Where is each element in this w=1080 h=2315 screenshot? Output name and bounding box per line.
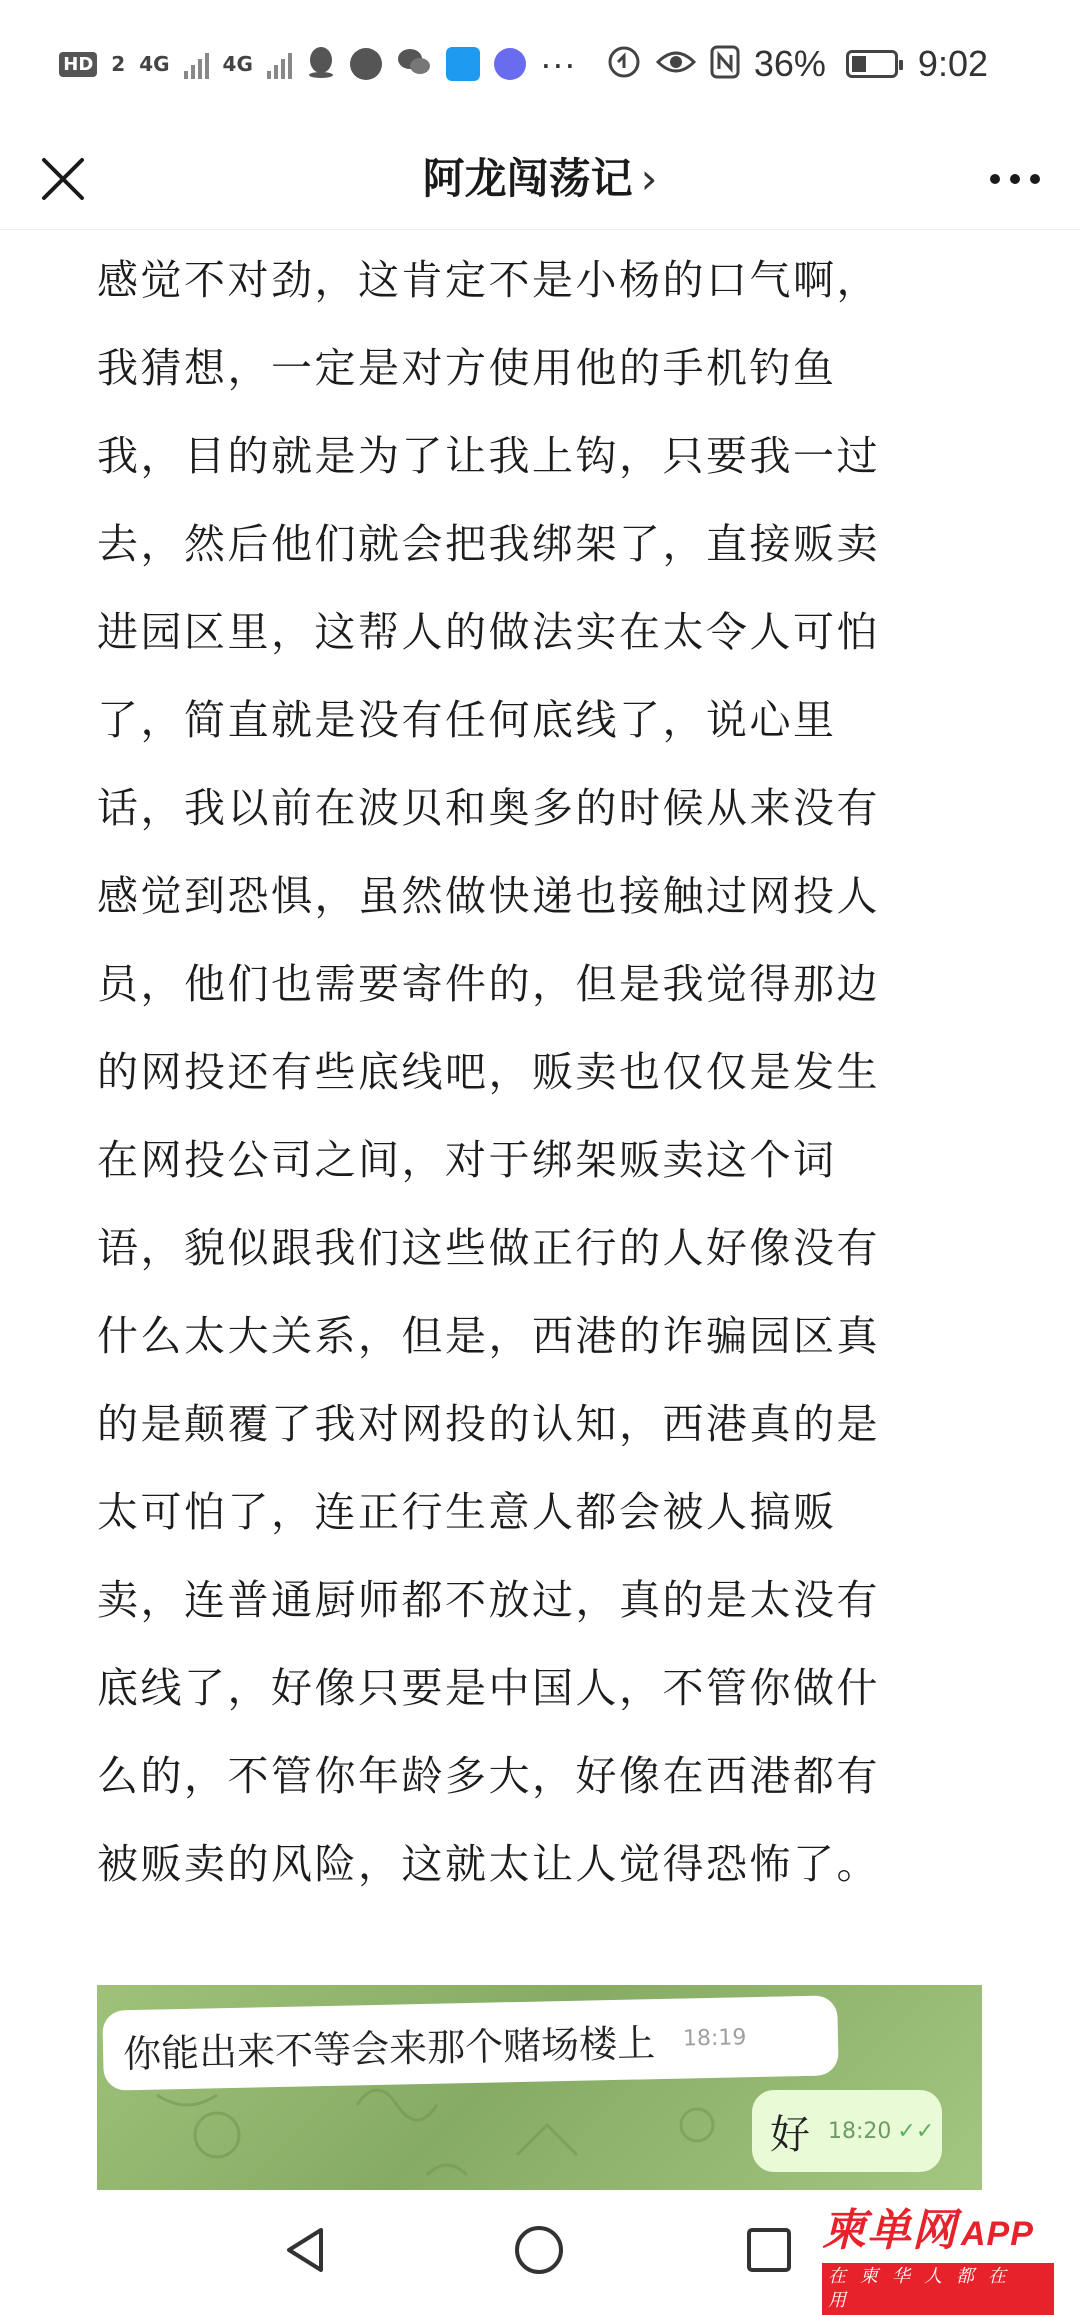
article-line: 底线了，好像只要是中国人，不管你做什 xyxy=(97,1664,880,1712)
outgoing-message-text: 好 xyxy=(770,2111,810,2158)
sim-number: 2 xyxy=(111,52,126,76)
battery-level xyxy=(852,56,866,72)
network-type-2: 4G xyxy=(222,52,253,76)
eye-comfort-icon xyxy=(656,48,696,80)
wechat-icon xyxy=(396,46,432,82)
article-line: 的是颠覆了我对网投的认知，西港真的是 xyxy=(97,1400,880,1448)
battery-percent: 36% xyxy=(753,43,826,84)
home-circle-icon xyxy=(509,2220,569,2280)
article-line: 去，然后他们就会把我绑架了，直接贩卖 xyxy=(97,520,880,568)
article-line: 进园区里，这帮人的做法实在太令人可怕 xyxy=(97,608,880,656)
account-name: 阿龙闯荡记 xyxy=(422,154,633,203)
page-title[interactable] xyxy=(0,144,1080,214)
more-button[interactable] xyxy=(980,146,1050,212)
hd-badge: HD xyxy=(59,52,97,77)
chevron-right-icon: › xyxy=(640,154,658,203)
status-right-icons xyxy=(606,43,988,85)
network-type-1: 4G xyxy=(139,52,170,76)
outgoing-message-time: 18:20 xyxy=(828,2118,892,2144)
status-left-icons xyxy=(59,43,576,85)
article-line: 感觉不对劲，这肯定不是小杨的口气啊， xyxy=(97,256,880,304)
more-notifications: ··· xyxy=(539,43,576,84)
article-body xyxy=(97,236,985,1908)
watermark-logo xyxy=(822,2205,1072,2311)
watermark-logo-text: 柬单网 xyxy=(822,2205,957,2256)
outgoing-message-bubble xyxy=(752,2090,942,2172)
article-line: 卖，连普通厨师都不放过，真的是太没有 xyxy=(97,1576,880,1624)
article-line: 的网投还有些底线吧，贩卖也仅仅是发生 xyxy=(97,1048,880,1096)
nav-back-button[interactable] xyxy=(277,2220,337,2280)
nfc-icon xyxy=(710,45,740,83)
battery-icon xyxy=(846,50,898,78)
qq-icon xyxy=(306,45,336,83)
watermark-app-text: APP xyxy=(961,2215,1034,2253)
article-line: 在网投公司之间，对于绑架贩卖这个词 xyxy=(97,1136,837,1184)
watermark-slogan: 在柬华人都在用 xyxy=(822,2263,1054,2315)
recents-square-icon xyxy=(739,2220,799,2280)
article-line: 什么太大关系，但是，西港的诈骗园区真 xyxy=(97,1312,880,1360)
incoming-message-time: 18:19 xyxy=(682,2024,747,2052)
article-line: 感觉到恐惧，虽然做快递也接触过网投人 xyxy=(97,872,880,920)
more-dots-icon xyxy=(980,146,1050,212)
incoming-message-text: 你能出来不等会来那个赌场楼上 xyxy=(122,2020,656,2076)
back-triangle-icon xyxy=(277,2220,337,2280)
status-bar xyxy=(0,0,1080,128)
data-saver-icon xyxy=(606,44,642,84)
incoming-message-bubble xyxy=(102,1995,839,2090)
watermark-brand xyxy=(822,2206,1072,2259)
article-line: 太可怕了，连正行生意人都会被人搞贩 xyxy=(97,1488,837,1536)
signal-icon xyxy=(184,49,209,79)
clock: 9:02 xyxy=(917,43,988,84)
music-icon xyxy=(494,48,526,80)
article-line: 我猜想，一定是对方使用他的手机钓鱼 xyxy=(97,344,837,392)
article-line: 被贩卖的风险，这就太让人觉得恐怖了。 xyxy=(97,1840,880,1888)
article-line: 了，简直就是没有任何底线了，说心里 xyxy=(97,696,837,744)
article-line: 语，貌似跟我们这些做正行的人好像没有 xyxy=(97,1224,880,1272)
nav-recents-button[interactable] xyxy=(739,2220,799,2280)
reader-app-icon xyxy=(446,47,480,81)
title-bar xyxy=(0,128,1080,230)
article-line: 话，我以前在波贝和奥多的时候从来没有 xyxy=(97,784,880,832)
article-line: 员，他们也需要寄件的，但是我觉得那边 xyxy=(97,960,880,1008)
nav-home-button[interactable] xyxy=(509,2220,569,2280)
browser-icon xyxy=(350,48,382,80)
article-line: 我，目的就是为了让我上钩，只要我一过 xyxy=(97,432,880,480)
signal-icon-2 xyxy=(267,49,292,79)
chat-screenshot-image[interactable] xyxy=(97,1985,982,2190)
read-ticks-icon: ✓✓ xyxy=(897,2118,935,2144)
article-line: 么的，不管你年龄多大，好像在西港都有 xyxy=(97,1752,880,1800)
